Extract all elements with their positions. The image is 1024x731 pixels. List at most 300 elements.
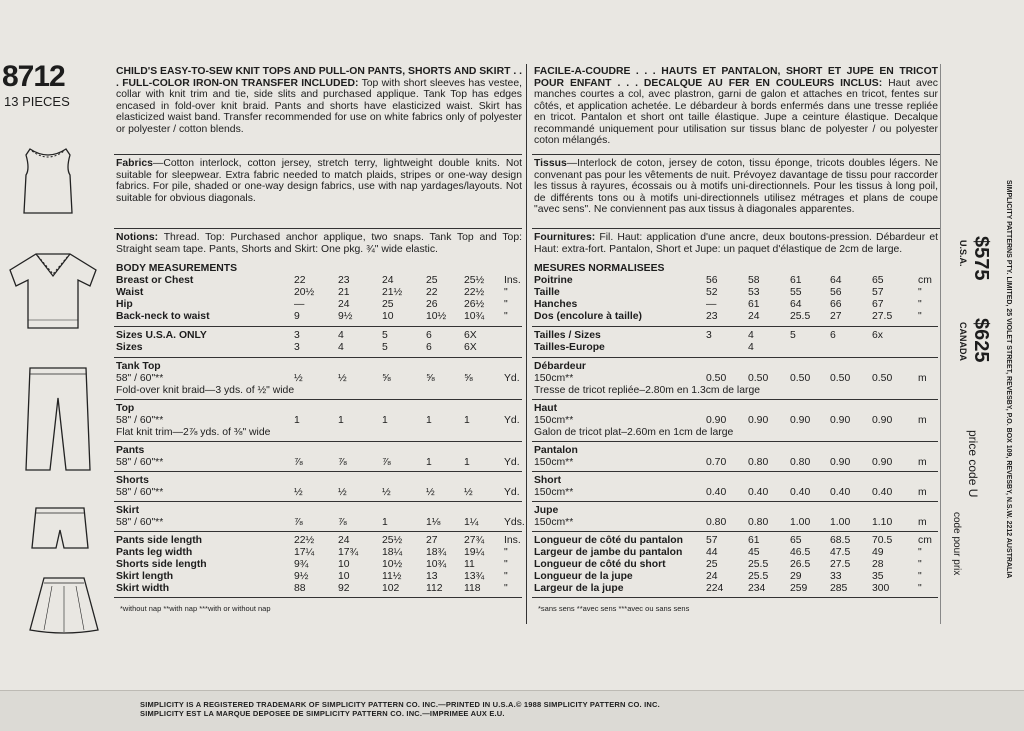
yardage-value: 0.40 (872, 487, 893, 498)
row-label: Hip (116, 299, 133, 310)
row-value: 4 (748, 330, 754, 341)
fabric-width: 58" / 60"** (116, 373, 164, 384)
fournitures-label: Fournitures: (534, 232, 596, 243)
yardage-value: 1⅛ (426, 517, 441, 528)
garment-name: Pants (116, 445, 145, 456)
yardage-value: ⅝ (426, 373, 435, 384)
finished-row (116, 535, 524, 547)
garment-name: Short (534, 475, 562, 486)
finished-row (534, 571, 940, 583)
yardage-value: 1.10 (872, 517, 893, 528)
row-value: 45 (748, 547, 760, 558)
yardage-value: 0.80 (748, 457, 769, 468)
row-value: 55 (790, 287, 802, 298)
yardage-value: m (918, 415, 927, 426)
row-value: 53 (748, 287, 760, 298)
yardage-value: 0.50 (706, 373, 727, 384)
row-value: 49 (872, 547, 884, 558)
row-value: 13¾ (464, 571, 485, 582)
yardage-value: ½ (426, 487, 435, 498)
row-value: 33 (830, 571, 842, 582)
row-value: 25 (382, 299, 394, 310)
table-row (116, 287, 524, 299)
row-value: 25½ (464, 275, 485, 286)
row-value: 25 (706, 559, 718, 570)
fabric-width: 150cm** (534, 415, 574, 426)
row-value: 25.5 (790, 311, 811, 322)
row-value: 5 (790, 330, 796, 341)
nap-footnote: *without nap **with nap ***with or without nap (120, 604, 271, 613)
garment-name: Haut (534, 403, 558, 414)
finished-row (534, 559, 940, 571)
row-value: 259 (790, 583, 808, 594)
row-label: Tailles / Sizes (534, 330, 601, 341)
row-value: 25.5 (748, 559, 769, 570)
row-value: 3 (706, 330, 712, 341)
row-value: 3 (294, 342, 300, 353)
row-value: 18¾ (426, 547, 447, 558)
row-value: " (918, 583, 922, 594)
row-value: 27 (426, 535, 438, 546)
yardage-value: Yds. (504, 517, 525, 528)
finished-row (116, 583, 524, 595)
fabric-width: 150cm** (534, 373, 574, 384)
yardage-value: 1.00 (790, 517, 811, 528)
yardage-value: 1 (464, 457, 470, 468)
yardage-value: ½ (294, 373, 303, 384)
row-label: Sizes (116, 342, 143, 353)
yardage-value: 0.90 (872, 457, 893, 468)
yardage-value: ⅝ (382, 373, 391, 384)
row-value: 35 (872, 571, 884, 582)
garment-name: Tank Top (116, 361, 161, 372)
yardage-value: 0.80 (790, 457, 811, 468)
row-value: 13 (426, 571, 438, 582)
row-value: 23 (706, 311, 718, 322)
row-value: 29 (790, 571, 802, 582)
row-value: 3 (294, 330, 300, 341)
garment-name: Jupe (534, 505, 559, 516)
row-value: 57 (706, 535, 718, 546)
row-value: 66 (830, 299, 842, 310)
pants-sketch (22, 364, 94, 474)
row-value: 23 (338, 275, 350, 286)
yardage-value: 1 (426, 415, 432, 426)
row-value: " (504, 571, 508, 582)
row-value: " (918, 287, 922, 298)
row-value: 112 (426, 583, 443, 594)
fabric-width: 150cm** (534, 487, 574, 498)
row-value: 300 (872, 583, 890, 594)
row-label: Skirt length (116, 571, 174, 582)
fabrics-label: Fabrics (116, 158, 153, 169)
row-label: Longueur de la jupe (534, 571, 633, 582)
row-value: 5 (382, 330, 388, 341)
yardage-value: m (918, 487, 927, 498)
garment-name: Pantalon (534, 445, 578, 456)
row-value: 6 (426, 342, 432, 353)
row-label: Hanches (534, 299, 578, 310)
yardage-value: 0.50 (790, 373, 811, 384)
row-value: 11 (464, 559, 475, 570)
yardage-value: Yd. (504, 457, 520, 468)
yardage-row (116, 373, 524, 385)
row-value: 61 (748, 299, 760, 310)
yardage-value: ⅞ (382, 457, 391, 468)
row-value: 57 (872, 287, 884, 298)
row-value: " (918, 311, 922, 322)
code-pour-prix: code pour prix (951, 512, 962, 576)
row-label: Longueur de côté du pantalon (534, 535, 683, 546)
row-value: 24 (748, 311, 760, 322)
row-value: 26 (426, 299, 438, 310)
row-value: 27¾ (464, 535, 485, 546)
yardage-value: 0.90 (748, 415, 769, 426)
row-value: 21½ (382, 287, 403, 298)
row-value: 6x (872, 330, 883, 341)
row-label: Taille (534, 287, 560, 298)
garment-name: Skirt (116, 505, 140, 516)
yardage-value: ½ (338, 487, 347, 498)
finished-row (116, 559, 524, 571)
row-label: Dos (encolure à taille) (534, 311, 642, 322)
row-value: 6 (426, 330, 432, 341)
yardage-value: 0.80 (706, 517, 727, 528)
row-value: " (918, 559, 922, 570)
yardage-value: 0.70 (706, 457, 727, 468)
english-description (116, 66, 522, 135)
row-value: 64 (790, 299, 802, 310)
yardage-value: 1.00 (830, 517, 851, 528)
yardage-value: 0.50 (830, 373, 851, 384)
french-title: FACILE-A-COUDRE . . . HAUTS ET PANTALON, SHORT ET JUPE EN TRICOT POUR ENFANT . . . DECALQUE AU FER EN COULEURS INCLUS: (534, 66, 938, 89)
row-label: Largeur de jambe du pantalon (534, 547, 683, 558)
garment-name: Shorts (116, 475, 149, 486)
price-usa: $575 (970, 236, 992, 281)
row-value: 22½ (464, 287, 485, 298)
row-value: cm (918, 275, 932, 286)
shorts-sketch (30, 504, 90, 552)
row-value: 24 (338, 535, 350, 546)
yardage-value: m (918, 373, 927, 384)
yardage-row (116, 457, 524, 469)
row-value: 56 (830, 287, 842, 298)
yardage-value: ½ (294, 487, 303, 498)
body-measurements-heading: BODY MEASUREMENTS (116, 263, 238, 274)
row-value: 28 (872, 559, 884, 570)
french-desc: Haut avec manches courtes a col, avec plastron, garni de galon et attaches en tricot, fentes sur côtés, et application achetée. Le débardeur à bords enfermés dans une tresse repliée en tricot. Pantalon et short ont taille élastique. Jupe a ceinture élastique. Decalque recommandé uniquement pour utilisation sur tissus blanc de polyester / ou polyester coton mélangés. (534, 77, 938, 146)
row-value: " (504, 299, 508, 310)
row-value: 9½ (338, 311, 353, 322)
row-value: 9 (294, 311, 300, 322)
yardage-row (116, 517, 524, 529)
row-value: 65 (790, 535, 802, 546)
price-code: price code U (966, 430, 980, 498)
yardage-value: m (918, 517, 927, 528)
yardage-value: 0.50 (748, 373, 769, 384)
yardage-value: Yd. (504, 373, 520, 384)
finished-row (534, 583, 940, 595)
french-fabrics (534, 158, 938, 216)
company-australia: SIMPLICITY PATTERNS PTY. LIMITED, 25 VIOLET STREET, REVESBY, P.O. BOX 109, REVESBY, N.S.W. 2212 AUSTRALIA (1005, 180, 1012, 579)
row-value: 92 (338, 583, 350, 594)
row-value: 27.5 (872, 311, 893, 322)
finished-row (116, 571, 524, 583)
garment-name: Débardeur (534, 361, 586, 372)
row-value: 102 (382, 583, 400, 594)
row-value: 9¾ (294, 559, 309, 570)
row-value: 18¼ (382, 547, 403, 558)
yardage-row (534, 487, 940, 499)
row-value: 10½ (426, 311, 447, 322)
row-label: Pants side length (116, 535, 203, 546)
row-value: 10 (338, 571, 350, 582)
row-value: 26½ (464, 299, 485, 310)
price-usa-label: U.S.A. (958, 240, 968, 267)
row-value: 10¾ (464, 311, 485, 322)
french-description (534, 66, 938, 147)
tissus-label: Tissus (534, 158, 567, 169)
yardage-value: 1 (338, 415, 344, 426)
row-value: 17¾ (338, 547, 359, 558)
row-value: 6 (830, 330, 836, 341)
yardage-value: ⅝ (464, 373, 473, 384)
row-value: 22 (294, 275, 306, 286)
row-value: 24 (706, 571, 718, 582)
notions-label: Notions: (116, 232, 159, 243)
row-value: 4 (748, 342, 754, 353)
row-value: 88 (294, 583, 306, 594)
row-label: Sizes U.S.A. ONLY (116, 330, 207, 341)
yardage-value: ⅞ (294, 457, 303, 468)
row-value: " (918, 571, 922, 582)
row-label: Waist (116, 287, 144, 298)
row-value: — (294, 299, 305, 310)
row-value: 19¼ (464, 547, 485, 558)
yardage-value: 1¼ (464, 517, 479, 528)
yardage-value: 0.90 (872, 415, 893, 426)
yardage-value: Yd. (504, 487, 520, 498)
row-label: Largeur de la jupe (534, 583, 624, 594)
row-value: 9½ (294, 571, 309, 582)
table-row (534, 311, 940, 323)
yardage-value: 0.40 (706, 487, 727, 498)
finished-row (116, 547, 524, 559)
nap-footnote: *sans sens **avec sens ***avec ou sans sens (538, 604, 690, 613)
yardage-value: 1 (294, 415, 300, 426)
row-value: 27 (830, 311, 842, 322)
table-row (116, 311, 524, 323)
yardage-value: 0.90 (706, 415, 727, 426)
row-value: 25½ (382, 535, 403, 546)
trim-note: Galon de tricot plat–2.60m en 1cm de large (534, 427, 734, 438)
row-value: 17¼ (294, 547, 315, 558)
row-value: 22½ (294, 535, 315, 546)
table-row (116, 299, 524, 311)
trim-note: Tresse de tricot repliée–2.80m en 1.3cm de large (534, 385, 761, 396)
yardage-value: ⅞ (338, 457, 347, 468)
row-value: 4 (338, 330, 344, 341)
yardage-row (534, 517, 940, 529)
english-title: CHILD'S EASY-TO-SEW KNIT TOPS AND PULL-ON PANTS, SHORTS AND SKIRT . . . FULL-COLOR IRON-ON TRANSFER INCLUDED: (116, 66, 522, 89)
yardage-value: ⅞ (294, 517, 303, 528)
yardage-value: ⅞ (338, 517, 347, 528)
yardage-value: 0.90 (830, 415, 851, 426)
row-value: 22 (426, 287, 438, 298)
yardage-value: 0.90 (830, 457, 851, 468)
row-value: 234 (748, 583, 766, 594)
row-label: Longueur de côté du short (534, 559, 666, 570)
row-label: Skirt width (116, 583, 170, 594)
row-value: 10¾ (426, 559, 447, 570)
row-label: Pants leg width (116, 547, 193, 558)
row-value: " (918, 547, 922, 558)
row-value: Ins. (504, 275, 521, 286)
table-row (534, 275, 940, 287)
row-value: 44 (706, 547, 718, 558)
yardage-value: 1 (382, 517, 388, 528)
finished-row (534, 547, 940, 559)
fabric-width: 58" / 60"** (116, 457, 164, 468)
row-value: Ins. (504, 535, 521, 546)
footer-trademark (140, 700, 840, 718)
skirt-sketch (26, 574, 102, 636)
yardage-value: 1 (426, 457, 432, 468)
row-value: 25.5 (748, 571, 769, 582)
yardage-row (116, 415, 524, 427)
sizes-row (116, 342, 524, 354)
row-value: " (504, 287, 508, 298)
row-value: 21 (338, 287, 350, 298)
table-row (534, 287, 940, 299)
row-value: 10 (382, 311, 394, 322)
row-value: 25 (426, 275, 438, 286)
row-value: 20½ (294, 287, 315, 298)
row-value: 24 (338, 299, 350, 310)
yardage-value: ½ (338, 373, 347, 384)
yardage-value: m (918, 457, 927, 468)
row-value: 46.5 (790, 547, 811, 558)
row-value: " (504, 583, 508, 594)
short-sleeve-top-sketch (6, 250, 100, 332)
yardage-value: 1 (382, 415, 388, 426)
fournitures-text: Fil. Haut: application d'une ancre, deux boutons-pression. Débardeur et Haut: extra-fort. Pantalon, Short et Jupe: un paquet d'élastique de 2cm de large. (534, 232, 938, 255)
table-row (116, 275, 524, 287)
trim-note: Flat knit trim—2⅞ yds. of ⅜" wide (116, 427, 271, 438)
english-desc: Top with short sleeves has vestee, collar with knit trim and tie, side slits and purchased applique. Tank Top has edges encased in fold-over knit braid. Pants and shorts have elasticized waist. Skirt has elasticized waist band. Transfer recommended for use on white fabrics only of polyester or polyester / cotton blends. (116, 77, 522, 135)
yardage-row (534, 373, 940, 385)
fabric-width: 58" / 60"** (116, 487, 164, 498)
tank-top-sketch (18, 145, 78, 217)
pattern-number: 8712 (2, 60, 65, 93)
row-value: 4 (338, 342, 344, 353)
yardage-value: Yd. (504, 415, 520, 426)
table-row (534, 299, 940, 311)
row-label: Tailles-Europe (534, 342, 605, 353)
row-value: 67 (872, 299, 884, 310)
fabrics-text: —Cotton interlock, cotton jersey, stretch terry, lightweight double knits. Not suitable for sleepwear. Extra fabric needed to match plaids, stripes or one-way design fabrics. For pile, shaded or one-way design fabrics, use with nap yardages/layouts. Not suitable for obvious diagonals. (116, 158, 522, 204)
row-label: Shorts side length (116, 559, 207, 570)
row-value: 58 (748, 275, 760, 286)
pieces-count: 13 PIECES (4, 94, 70, 109)
row-value: 5 (382, 342, 388, 353)
yardage-value: 0.80 (748, 517, 769, 528)
sizes-row (534, 342, 940, 354)
garment-name: Top (116, 403, 135, 414)
fabric-width: 58" / 60"** (116, 517, 164, 528)
row-value: 61 (748, 535, 760, 546)
yardage-value: 0.40 (790, 487, 811, 498)
yardage-value: 0.90 (790, 415, 811, 426)
row-value: 285 (830, 583, 848, 594)
french-notions (534, 232, 938, 255)
fabric-width: 150cm** (534, 457, 574, 468)
yardage-value: 0.40 (748, 487, 769, 498)
price-canada: $625 (970, 318, 992, 363)
row-value: 10½ (382, 559, 403, 570)
sizes-row (534, 330, 940, 342)
row-value: 11½ (382, 571, 402, 582)
row-value: cm (918, 535, 932, 546)
row-value: 70.5 (872, 535, 893, 546)
trademark-line-fr: SIMPLICITY EST LA MARQUE DEPOSEE DE SIMPLICITY PATTERN CO. INC.—IMPRIMEE AUX E.U. (140, 709, 505, 718)
row-value: 64 (830, 275, 842, 286)
yardage-row (534, 415, 940, 427)
row-value: 6X (464, 330, 477, 341)
row-value: 47.5 (830, 547, 851, 558)
yardage-row (116, 487, 524, 499)
trademark-line-en: SIMPLICITY IS A REGISTERED TRADEMARK OF SIMPLICITY PATTERN CO. INC.—PRINTED IN U.S.A.© 1988 SIMPLICITY PATTERN CO. INC. (140, 700, 660, 709)
row-value: 26.5 (790, 559, 811, 570)
row-label: Back-neck to waist (116, 311, 210, 322)
body-measurements-heading: MESURES NORMALISEES (534, 263, 665, 274)
yardage-value: ½ (464, 487, 473, 498)
yardage-value: 1 (464, 415, 470, 426)
row-value: 6X (464, 342, 477, 353)
row-value: 10 (338, 559, 350, 570)
yardage-value: 0.40 (830, 487, 851, 498)
row-value: 65 (872, 275, 884, 286)
row-value: 24 (382, 275, 394, 286)
row-value: " (504, 311, 508, 322)
row-value: 52 (706, 287, 718, 298)
yardage-row (534, 457, 940, 469)
row-value: 68.5 (830, 535, 851, 546)
sizes-row (116, 330, 524, 342)
row-value: 56 (706, 275, 718, 286)
fabric-width: 58" / 60"** (116, 415, 164, 426)
notions-text: Thread. Top: Purchased anchor applique, two snaps. Tank Top and Top: Straight seam tape. Pants, Shorts and Skirt: One pkg. ¾" wide elastic. (116, 232, 522, 255)
row-value: " (504, 559, 508, 570)
finished-row (534, 535, 940, 547)
row-value: 118 (464, 583, 481, 594)
row-value: " (504, 547, 508, 558)
row-value: — (706, 299, 717, 310)
row-value: 224 (706, 583, 724, 594)
price-canada-label: CANADA (958, 322, 968, 361)
row-label: Breast or Chest (116, 275, 194, 286)
row-value: " (918, 299, 922, 310)
english-notions (116, 232, 522, 255)
english-fabrics (116, 158, 522, 204)
trim-note: Fold-over knit braid—3 yds. of ½" wide (116, 385, 295, 396)
tissus-text: —Interlock de coton, jersey de coton, tissu éponge, tricots doubles légers. Ne convenant pas pour les vêtements de nuit. Prévoyez davantage de tissu pour raccorder les tissus à rayures, écossais ou à motifs uni-directionnels. Pour les tissus à long poil, de différents tons ou à motifs uni-directionnels utilisez métrages et plans de coupe "avec sens". Ne conviennent pas aux tissus à diagonales apparentes. (534, 158, 938, 215)
row-value: 27.5 (830, 559, 851, 570)
fabric-width: 150cm** (534, 517, 574, 528)
yardage-value: 0.50 (872, 373, 893, 384)
row-value: 61 (790, 275, 802, 286)
row-label: Poitrine (534, 275, 573, 286)
